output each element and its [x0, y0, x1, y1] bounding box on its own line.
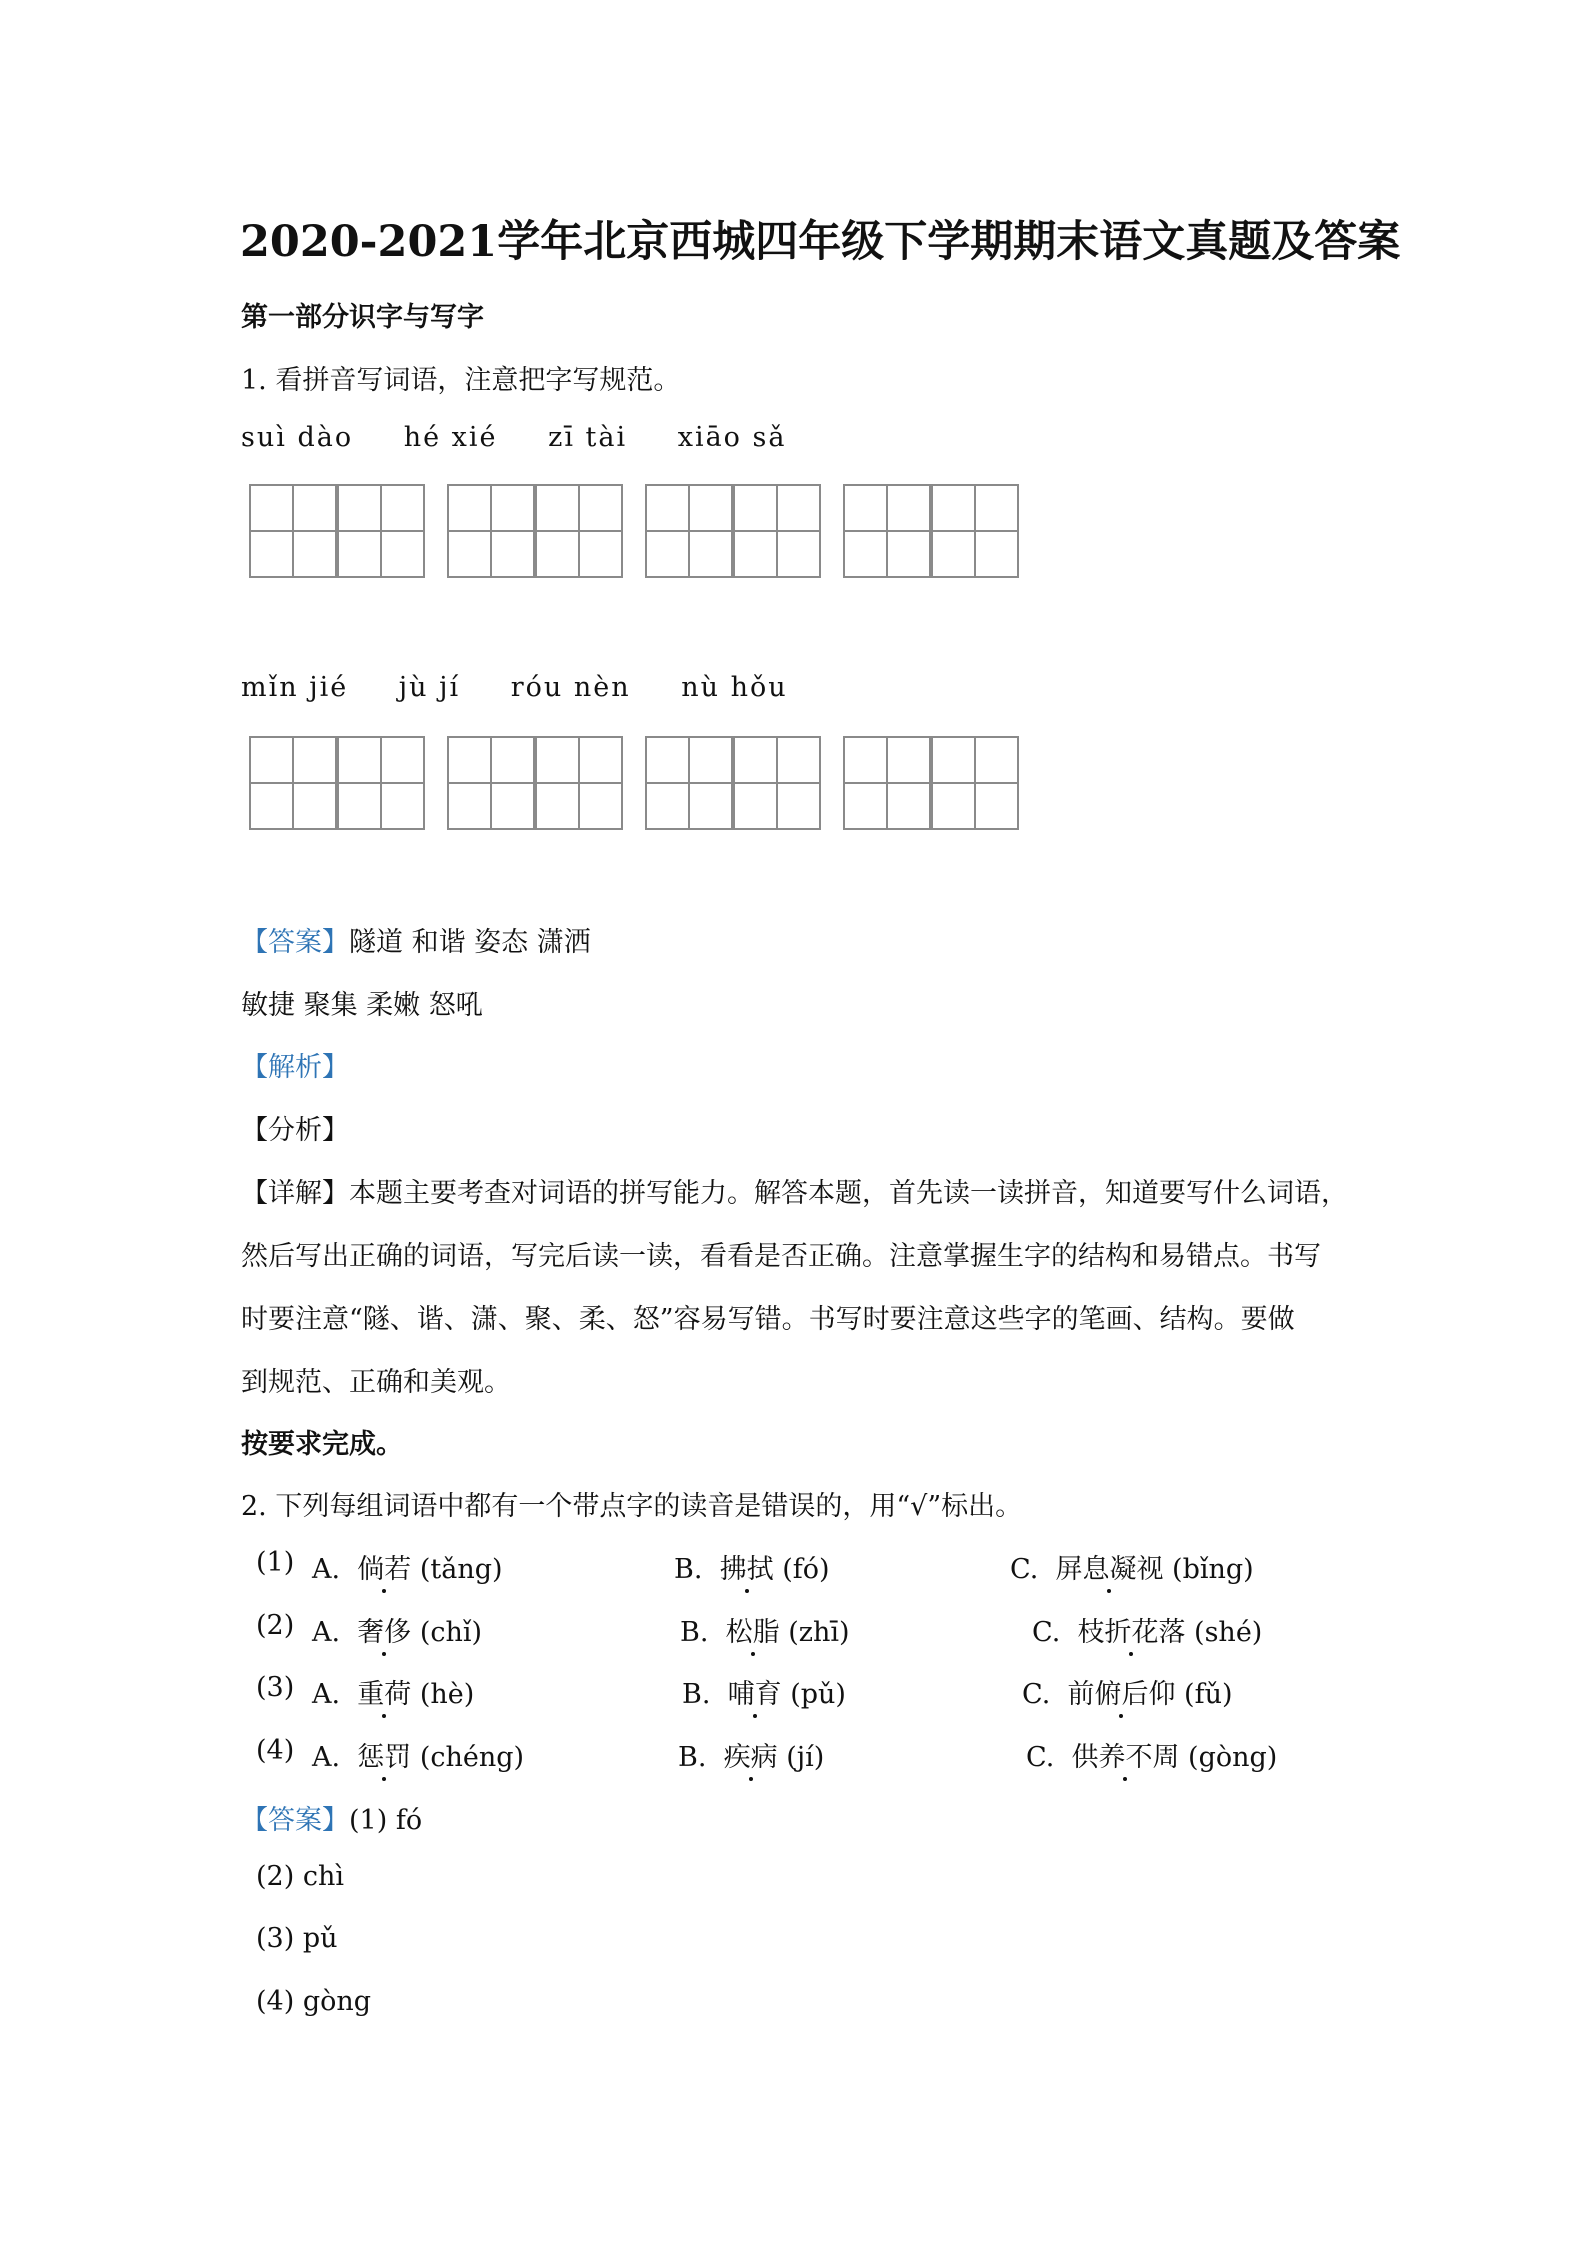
pinyin-item: nù hǒu [681, 672, 788, 703]
writing-cell[interactable] [535, 736, 623, 830]
group-number: (3) [256, 1672, 295, 1703]
detail-line: 到规范、正确和美观。 [241, 1367, 511, 1398]
writing-box-group[interactable] [843, 736, 1017, 830]
detail-line: 时要注意“隧、谐、潇、聚、柔、怒”容易写错。书写时要注意这些字的笔画、结构。要做 [241, 1304, 1295, 1335]
writing-cell[interactable] [733, 736, 821, 830]
option-a[interactable] [312, 1610, 482, 1649]
writing-cell[interactable] [447, 736, 535, 830]
q1-answer-line-1 [241, 920, 591, 959]
pinyin-item: hé xié [403, 422, 498, 453]
writing-cell[interactable] [337, 484, 425, 578]
option-c[interactable] [1032, 1610, 1262, 1649]
document-title: 2020-2021学年北京西城四年级下学期期末语文真题及答案 [240, 217, 1401, 267]
q2-answer-line-1 [241, 1798, 422, 1837]
group-number: (1) [256, 1547, 295, 1578]
option-c[interactable] [1022, 1672, 1233, 1711]
pinyin-item: xiāo sǎ [677, 422, 787, 453]
option-label: A. [312, 1554, 341, 1585]
option-b[interactable] [682, 1672, 846, 1711]
option-label: B. [682, 1679, 711, 1710]
option-pinyin: (bǐng) [1172, 1554, 1254, 1585]
option-pinyin: (fó) [782, 1554, 830, 1585]
writing-cell[interactable] [931, 736, 1019, 830]
section-heading-1: 第一部分识字与写字 [241, 302, 484, 333]
writing-box-group[interactable] [645, 484, 819, 578]
pinyin-item: mǐn jié [241, 672, 349, 703]
writing-cell[interactable] [535, 484, 623, 578]
option-label: A. [312, 1742, 341, 1773]
group-number: (2) [256, 1610, 295, 1641]
option-c[interactable] [1026, 1735, 1277, 1774]
option-word: 重荷 [357, 1679, 412, 1710]
option-label: C. [1010, 1554, 1039, 1585]
option-word: 屏息凝视 [1055, 1554, 1164, 1585]
option-pinyin: (jí) [786, 1742, 825, 1773]
option-word: 松脂 [725, 1617, 780, 1648]
option-word: 前俯后仰 [1067, 1679, 1176, 1710]
option-word: 拂拭 [719, 1554, 774, 1585]
option-a[interactable] [312, 1735, 524, 1774]
group-number: (4) [256, 1735, 295, 1766]
pinyin-item: jù jí [398, 672, 461, 703]
option-b[interactable] [678, 1735, 824, 1774]
writing-cell[interactable] [249, 484, 337, 578]
pinyin-item: zī tài [548, 422, 628, 453]
writing-box-group[interactable] [249, 484, 423, 578]
writing-cell[interactable] [843, 484, 931, 578]
writing-box-group[interactable] [843, 484, 1017, 578]
option-pinyin: (zhī) [788, 1617, 850, 1648]
option-pinyin: (chǐ) [419, 1617, 483, 1648]
option-word: 倘若 [357, 1554, 412, 1585]
writing-cell[interactable] [249, 736, 337, 830]
option-word: 供养不周 [1071, 1742, 1180, 1773]
detail-line: 然后写出正确的词语，写完后读一读，看看是否正确。注意掌握生字的结构和易错点。书写 [241, 1241, 1321, 1272]
writing-box-group[interactable] [645, 736, 819, 830]
option-label: C. [1022, 1679, 1051, 1710]
option-pinyin: (gòng) [1188, 1742, 1278, 1773]
pinyin-item: suì dào [241, 422, 354, 453]
option-word: 疾病 [723, 1742, 778, 1773]
question-2-stem: 2. 下列每组词语中都有一个带点字的读音是错误的，用“√”标出。 [241, 1491, 1023, 1522]
q1-answer-line-2: 敏捷 聚集 柔嫩 怒吼 [241, 990, 483, 1021]
answer-text: 隧道 和谐 姿态 潇洒 [349, 927, 591, 958]
pinyin-item: róu nèn [510, 672, 631, 703]
writing-box-group[interactable] [249, 736, 423, 830]
option-b[interactable] [674, 1547, 830, 1586]
option-pinyin: (hè) [419, 1679, 475, 1710]
option-word: 奢侈 [357, 1617, 412, 1648]
option-word: 哺育 [727, 1679, 782, 1710]
option-label: B. [678, 1742, 707, 1773]
q2-answer-line: (3) pǔ [256, 1923, 338, 1954]
writing-box-group[interactable] [447, 484, 621, 578]
answer-tag: 【答案】 [241, 1805, 349, 1836]
q2-answer-line: (2) chì [256, 1861, 344, 1892]
detail-line: 【详解】本题主要考查对词语的拼写能力。解答本题，首先读一读拼音，知道要写什么词语， [241, 1178, 1348, 1209]
question-1-stem: 1. 看拼音写词语，注意把字写规范。 [241, 365, 681, 396]
pinyin-row-2 [241, 672, 830, 703]
option-pinyin: (tǎng) [419, 1554, 503, 1585]
option-pinyin: (pǔ) [790, 1679, 846, 1710]
answer-text: (1) fó [349, 1805, 423, 1836]
option-pinyin: (fǔ) [1184, 1679, 1233, 1710]
option-label: C. [1032, 1617, 1061, 1648]
option-pinyin: (shé) [1194, 1617, 1263, 1648]
writing-cell[interactable] [447, 484, 535, 578]
writing-cell[interactable] [843, 736, 931, 830]
writing-cell[interactable] [337, 736, 425, 830]
option-label: A. [312, 1617, 341, 1648]
section-heading-2: 按要求完成。 [241, 1429, 403, 1460]
option-a[interactable] [312, 1547, 503, 1586]
option-label: B. [680, 1617, 709, 1648]
option-label: C. [1026, 1742, 1055, 1773]
writing-cell[interactable] [645, 736, 733, 830]
writing-cell[interactable] [733, 484, 821, 578]
writing-cell[interactable] [645, 484, 733, 578]
option-label: B. [674, 1554, 703, 1585]
analysis-tag: 【解析】 [241, 1052, 349, 1083]
option-pinyin: (chéng) [419, 1742, 525, 1773]
option-word: 惩罚 [357, 1742, 412, 1773]
option-label: A. [312, 1679, 341, 1710]
q2-answer-line: (4) gòng [256, 1986, 372, 2017]
writing-box-group[interactable] [447, 736, 621, 830]
pinyin-row-1 [241, 422, 828, 453]
writing-cell[interactable] [931, 484, 1019, 578]
option-b[interactable] [680, 1610, 850, 1649]
option-c[interactable] [1010, 1547, 1254, 1586]
option-a[interactable] [312, 1672, 474, 1711]
fenxi-tag: 【分析】 [241, 1115, 349, 1146]
option-word: 枝折花落 [1077, 1617, 1186, 1648]
answer-tag: 【答案】 [241, 927, 349, 958]
